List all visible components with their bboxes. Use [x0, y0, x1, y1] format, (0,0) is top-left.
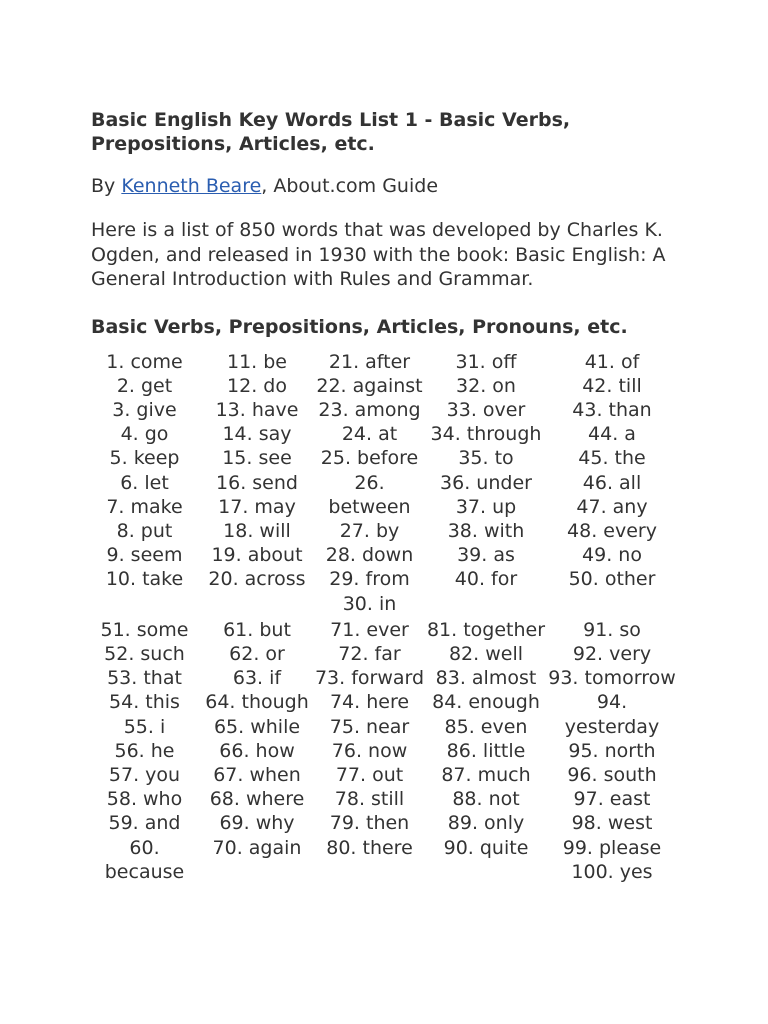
- word-item: 67. when: [213, 763, 301, 786]
- word-item: 73. forward: [314, 667, 425, 690]
- word-item: 46. all: [582, 471, 642, 494]
- article-title: Basic English Key Words List 1 - Basic Verbs, Prepositions, Articles, etc.: [91, 109, 571, 155]
- word-item: 57. you: [108, 763, 181, 786]
- word-item: 28. down: [325, 544, 414, 567]
- word-item: 26. between: [328, 471, 411, 518]
- word-item: 30. in: [342, 592, 397, 615]
- word-item: 91. so: [583, 618, 641, 641]
- word-item: 21. after: [328, 350, 411, 373]
- word-item: 90. quite: [443, 836, 529, 859]
- word-item: 64. though: [205, 691, 309, 714]
- word-item: 2. get: [116, 374, 173, 397]
- word-item: 29. from: [329, 568, 410, 591]
- word-item: 95. north: [568, 739, 656, 762]
- word-column: [547, 616, 677, 884]
- word-item: 77. out: [335, 763, 404, 786]
- word-item: 9. seem: [106, 544, 183, 567]
- word-item: 76. now: [331, 739, 408, 762]
- word-column: [314, 350, 425, 616]
- word-column: [314, 616, 425, 884]
- word-column: [200, 616, 314, 884]
- word-list-body: [89, 350, 677, 884]
- word-item: 23. among: [318, 398, 421, 421]
- word-item: 36. under: [440, 471, 532, 494]
- word-item: 65. while: [213, 715, 301, 738]
- word-item: 89. only: [447, 812, 525, 835]
- word-item: 94. yesterday: [564, 691, 660, 738]
- word-item: 55. i: [123, 715, 166, 738]
- word-item: 53. that: [107, 667, 182, 690]
- word-column: [89, 616, 200, 884]
- word-item: 15. see: [222, 447, 292, 470]
- word-item: 98. west: [571, 812, 653, 835]
- word-item: 45. the: [578, 447, 646, 470]
- word-block-row: [89, 616, 677, 884]
- word-item: 51. some: [100, 618, 189, 641]
- word-item: 25. before: [320, 447, 419, 470]
- word-item: 49. no: [582, 544, 642, 567]
- word-item: 38. with: [447, 519, 525, 542]
- word-item: 50. other: [568, 568, 656, 591]
- word-list-table: [89, 350, 677, 884]
- word-item: 96. south: [567, 763, 657, 786]
- word-item: 100. yes: [571, 860, 653, 883]
- word-item: 83. almost: [435, 667, 537, 690]
- word-item: 69. why: [219, 812, 295, 835]
- word-item: 44. a: [588, 423, 636, 446]
- word-item: 70. again: [212, 836, 302, 859]
- word-item: 4. go: [120, 423, 169, 446]
- byline-suffix: , About.com Guide: [261, 175, 439, 197]
- word-item: 63. if: [232, 667, 282, 690]
- word-item: 72. far: [338, 642, 401, 665]
- word-item: 22. against: [316, 374, 423, 397]
- word-item: 16. send: [216, 471, 298, 494]
- word-item: 12. do: [227, 374, 287, 397]
- section-heading: Basic Verbs, Prepositions, Articles, Pronouns, etc.: [91, 315, 628, 338]
- word-item: 5. keep: [109, 447, 180, 470]
- word-item: 42. till: [582, 374, 642, 397]
- word-item: 87. much: [441, 763, 531, 786]
- word-item: 41. of: [584, 350, 640, 373]
- word-column: [425, 350, 547, 616]
- word-item: 78. still: [334, 788, 405, 811]
- word-item: 59. and: [108, 812, 181, 835]
- word-item: 62. or: [229, 642, 285, 665]
- word-item: 88. not: [452, 788, 520, 811]
- word-item: 82. well: [448, 642, 524, 665]
- byline-prefix: By: [91, 175, 122, 197]
- word-item: 13. have: [215, 398, 299, 421]
- word-item: 54. this: [109, 691, 180, 714]
- word-item: 60. because: [104, 836, 185, 883]
- word-item: 7. make: [106, 495, 183, 518]
- word-item: 37. up: [455, 495, 517, 518]
- word-item: 56. he: [114, 739, 175, 762]
- word-item: 27. by: [339, 519, 400, 542]
- word-item: 40. for: [454, 568, 518, 591]
- word-item: 81. together: [426, 618, 546, 641]
- word-item: 84. enough: [432, 691, 540, 714]
- word-item: 8. put: [116, 519, 173, 542]
- word-item: 17. may: [218, 495, 296, 518]
- word-item: 48. every: [567, 519, 657, 542]
- word-block-row: [89, 350, 677, 616]
- word-item: 66. how: [219, 739, 295, 762]
- word-item: 6. let: [120, 471, 169, 494]
- word-column: [425, 616, 547, 884]
- word-item: 85. even: [444, 715, 528, 738]
- word-item: 68. where: [209, 788, 305, 811]
- word-item: 33. over: [446, 398, 526, 421]
- word-item: 14. say: [222, 423, 292, 446]
- word-item: 35. to: [458, 447, 514, 470]
- word-item: 99. please: [562, 836, 662, 859]
- word-item: 19. about: [211, 544, 303, 567]
- word-item: 61. but: [223, 618, 291, 641]
- word-item: 47. any: [576, 495, 648, 518]
- word-item: 3. give: [112, 398, 177, 421]
- word-item: 1. come: [106, 350, 183, 373]
- word-item: 86. little: [446, 739, 526, 762]
- intro-paragraph: Here is a list of 850 words that was developed by Charles K. Ogden, and released in 1930 with the book: Basic English: A General Introduction with Rules and Grammar.: [91, 219, 666, 290]
- word-item: 18. will: [223, 519, 291, 542]
- word-item: 34. through: [430, 423, 542, 446]
- word-column: [89, 350, 200, 616]
- word-item: 31. off: [455, 350, 517, 373]
- word-item: 79. then: [329, 812, 410, 835]
- word-item: 20. across: [208, 568, 306, 591]
- word-item: 32. on: [456, 374, 516, 397]
- word-item: 43. than: [572, 398, 652, 421]
- word-item: 75. near: [329, 715, 410, 738]
- word-item: 10. take: [105, 568, 184, 591]
- author-link[interactable]: Kenneth Beare: [121, 175, 262, 197]
- word-item: 52. such: [104, 642, 185, 665]
- word-item: 11. be: [226, 350, 287, 373]
- byline: [91, 174, 768, 198]
- word-item: 80. there: [326, 836, 413, 859]
- word-item: 97. east: [573, 788, 651, 811]
- word-item: 93. tomorrow: [548, 667, 676, 690]
- word-item: 58. who: [106, 788, 183, 811]
- word-item: 71. ever: [330, 618, 409, 641]
- word-item: 24. at: [341, 423, 398, 446]
- word-column: [547, 350, 677, 616]
- word-item: 39. as: [457, 544, 515, 567]
- word-item: 74. here: [329, 691, 410, 714]
- word-item: 92. very: [572, 642, 652, 665]
- word-column: [200, 350, 314, 616]
